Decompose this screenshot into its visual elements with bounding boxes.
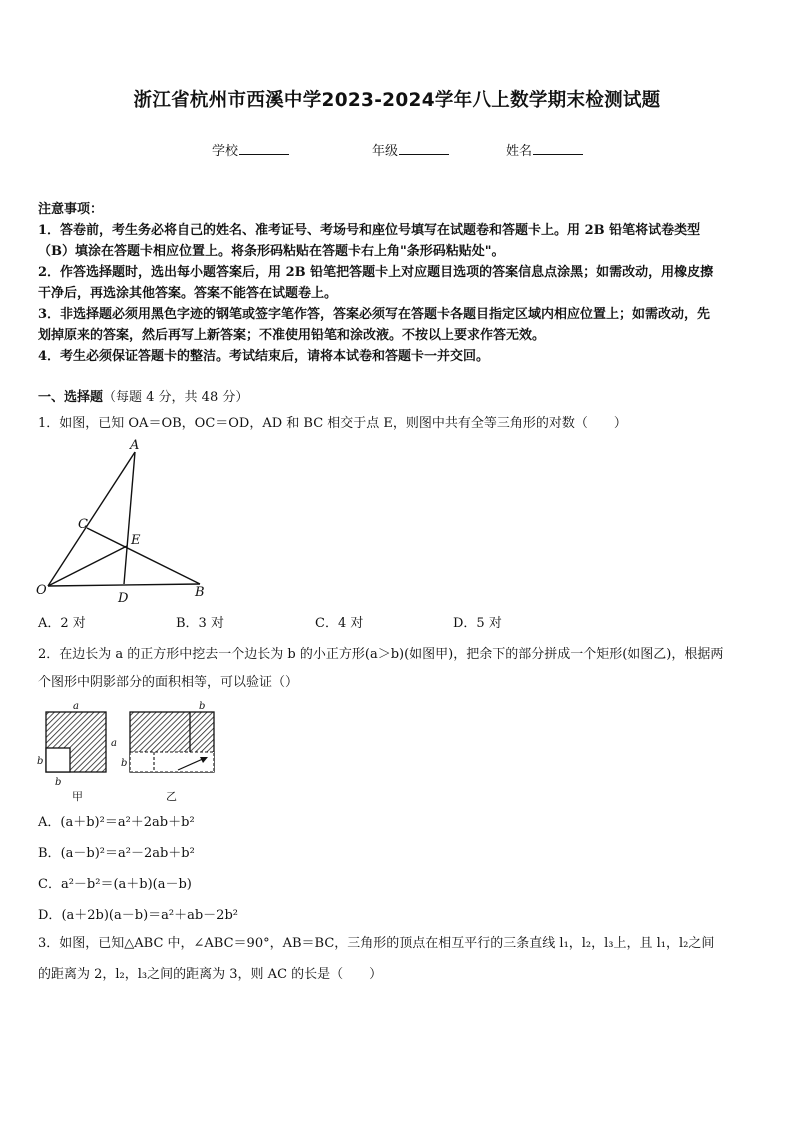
q2-option-b-label: B． [38,846,61,861]
label-b-left: b [37,756,44,767]
q3-stem-line-2: 的距离为 2，l₂，l₃之间的距离为 3，则 AC 的长是（ ） [38,967,383,982]
section-note: （每题 4 分，共 48 分） [103,390,249,405]
q1-stem: 1．如图，已知 OA＝OB，OC＝OD，AD 和 BC 相交于点 E，则图中共有全等三角形的对数（ ） [38,416,627,431]
segment-OB [48,584,200,586]
section-heading [38,388,248,408]
q2-stem-line-1: 2．在边长为 a 的正方形中挖去一个边长为 b 的小正方形(a＞b)(如图甲)，把余下的部分拼成一个矩形(如图乙)，根据两 [38,647,724,662]
q2-option-a-label: A． [38,815,61,830]
q2-option-d-formula: (a＋2b)(a－b)＝a²＋ab－2b² [61,908,238,923]
q1-option-c[interactable]: C．4 对 [315,616,364,631]
label-a-right: a [111,738,117,749]
label-b-top-yi: b [199,701,206,712]
q2-option-a-formula: (a＋b)²＝a²＋2ab＋b² [60,815,195,830]
q2-option-c-label: C． [38,877,61,892]
notice-line-5: 3．非选择题必须用黑色字迹的钢笔或签字笔作答，答案必须写在答题卡各题目指定区域内相应位置上；如需改动，先 [38,307,711,322]
school-blank[interactable] [239,142,289,155]
q2-option-d[interactable] [38,904,238,923]
school-label: 学校 [212,144,239,159]
q2-option-d-label: D． [38,908,62,923]
q2-stem-line-2: 个图形中阴影部分的面积相等，可以验证（） [38,675,299,690]
name-blank[interactable] [533,142,583,155]
q1-option-b[interactable]: B．3 对 [176,616,224,631]
label-C: C [78,517,88,532]
grade-blank[interactable] [399,142,449,155]
notice-line-6: 划掉原来的答案，然后再写上新答案；不准使用铅笔和涂改液。不按以上要求作答无效。 [38,328,546,343]
q2-figure [32,700,232,805]
label-A: A [130,438,140,453]
label-b-left-yi: b [121,758,128,769]
notice-line-2: （B）填涂在答题卡相应位置上。将条形码粘贴在答题卡右上角"条形码粘贴处"。 [38,244,505,259]
label-E: E [131,533,141,548]
page-title: 浙江省杭州市西溪中学2023-2024学年八上数学期末检测试题 [133,90,661,111]
q3-stem-line-1: 3．如图，已知△ABC 中，∠ABC＝90°，AB＝BC，三角形的顶点在相互平行的三条直线 l₁，l₂，l₃上，且 l₁，l₂之间 [38,936,715,951]
label-O: O [36,583,47,598]
figure-jia [46,712,106,772]
q2-option-c[interactable] [38,873,192,892]
caption-jia: 甲 [72,790,83,803]
grade-label: 年级 [372,144,399,159]
segment-AD [124,452,135,584]
notice-line-7: 4．考生必须保证答题卡的整洁。考试结束后，请将本试卷和答题卡一并交回。 [38,349,490,364]
notice-heading: 注意事项： [38,202,104,217]
notice-line-3: 2．作答选择题时，选出每小题答案后，用 2B 铅笔把答题卡上对应题目选项的答案信息点涂黑；如需改动，用橡皮擦 [38,265,714,280]
school-field[interactable] [212,140,289,159]
name-label: 姓名 [506,144,533,159]
jia-small-square [46,748,70,772]
notice-line-1: 1．答卷前，考生务必将自己的姓名、准考证号、考场号和座位号填写在试题卷和答题卡上。用 2B 铅笔将试卷类型 [38,223,701,238]
label-D: D [118,591,129,606]
segment-OE [48,546,127,586]
grade-field[interactable] [372,140,449,159]
q2-option-c-formula: a²－b²＝(a＋b)(a－b) [60,877,192,892]
label-a-top: a [73,701,79,712]
q1-option-a[interactable]: A．2 对 [38,616,86,631]
q1-figure [30,438,220,608]
caption-yi: 乙 [166,790,177,803]
name-field[interactable] [506,140,583,159]
segment-OA [48,452,135,586]
label-b-bottom: b [55,777,62,788]
yi-dashed-strip [130,752,214,772]
segment-BC [87,528,200,584]
q1-option-d[interactable]: D．5 对 [453,616,502,631]
q2-option-a[interactable] [38,811,195,830]
figure-yi [130,712,214,772]
section-title: 一、选择题 [38,390,104,405]
q2-option-b[interactable] [38,842,195,861]
notice-line-4: 干净后，再选涂其他答案。答案不能答在试题卷上。 [38,286,338,301]
q2-option-b-formula: (a－b)²＝a²－2ab＋b² [60,846,195,861]
label-B: B [195,585,205,600]
